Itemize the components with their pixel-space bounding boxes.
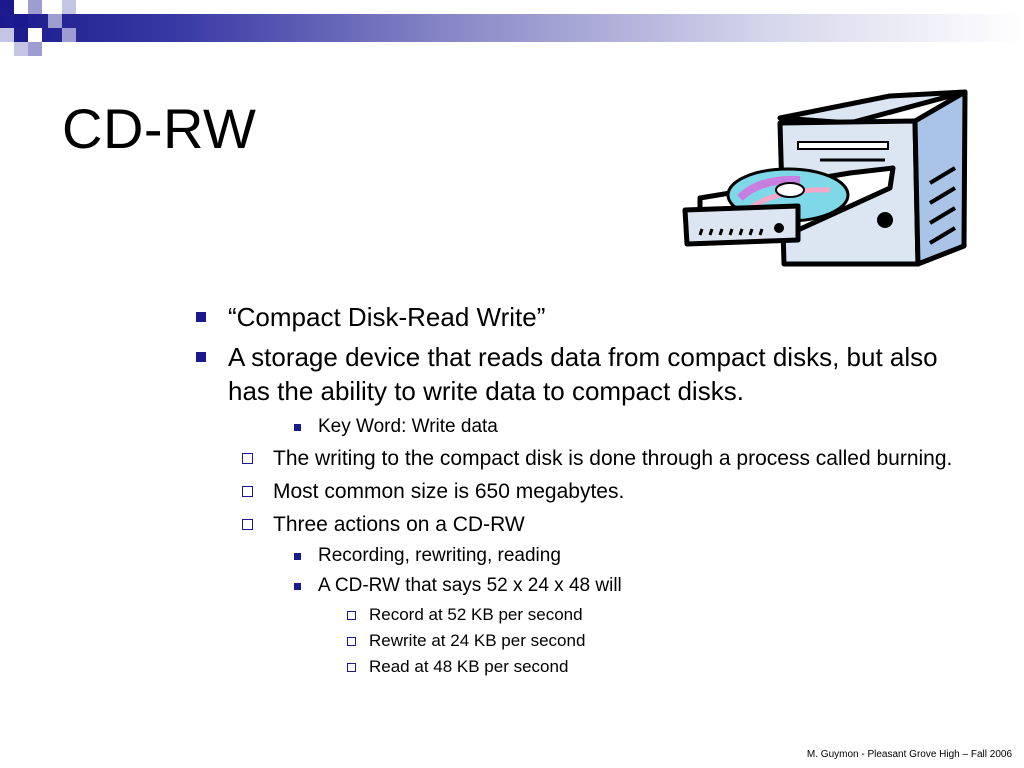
decor-square [28, 28, 42, 42]
list-item [190, 543, 980, 569]
header-gradient-band [0, 14, 1024, 42]
list-item [190, 477, 980, 506]
decor-square [0, 28, 14, 42]
list-item [190, 603, 980, 627]
hollow-square-bullet-icon [347, 663, 356, 672]
decor-square [14, 42, 28, 56]
decor-square [28, 0, 42, 14]
list-item-text: A storage device that reads data from compact disks, but also has the ability to write data to compact disks. [228, 342, 938, 406]
slide-title: CD-RW [62, 97, 257, 160]
list-item [190, 414, 980, 440]
hollow-square-bullet-icon [347, 637, 356, 646]
decor-square [28, 42, 42, 56]
list-item-text: Recording, rewriting, reading [318, 545, 561, 566]
decor-square [14, 0, 28, 14]
list-item-text: The writing to the compact disk is done through a process called burning. [273, 447, 953, 470]
list-item-text: Key Word: Write data [318, 416, 498, 437]
list-item-text: “Compact Disk-Read Write” [228, 302, 546, 332]
hollow-square-bullet-icon [347, 611, 356, 620]
hollow-square-bullet-icon [242, 453, 253, 464]
decor-square [0, 0, 14, 14]
square-bullet-icon [294, 553, 301, 560]
square-bullet-icon [294, 583, 301, 590]
list-item [190, 300, 980, 334]
list-item [190, 573, 980, 599]
decor-square [14, 14, 28, 28]
hollow-square-bullet-icon [242, 519, 253, 530]
bullet-list [190, 300, 980, 681]
cd-burner-icon [680, 88, 970, 268]
square-bullet-icon [196, 352, 206, 362]
square-bullet-icon [294, 424, 301, 431]
decor-square [62, 0, 76, 14]
hollow-square-bullet-icon [242, 486, 253, 497]
list-item [190, 510, 980, 539]
list-item-text: Three actions on a CD-RW [273, 513, 525, 536]
slide-footer: M. Guymon - Pleasant Grove High – Fall 2006 [806, 749, 1012, 760]
decor-square [62, 28, 76, 42]
list-item [190, 444, 980, 473]
list-item-text: A CD-RW that says 52 x 24 x 48 will [318, 575, 622, 596]
list-item-text: Read at 48 KB per second [369, 657, 569, 676]
decor-square [48, 14, 62, 28]
list-item [190, 655, 980, 679]
list-item-text: Most common size is 650 megabytes. [273, 480, 625, 503]
list-item-text: Record at 52 KB per second [369, 605, 583, 624]
square-bullet-icon [196, 312, 206, 322]
list-item-text: Rewrite at 24 KB per second [369, 631, 586, 650]
list-item [190, 629, 980, 653]
list-item [190, 340, 980, 408]
